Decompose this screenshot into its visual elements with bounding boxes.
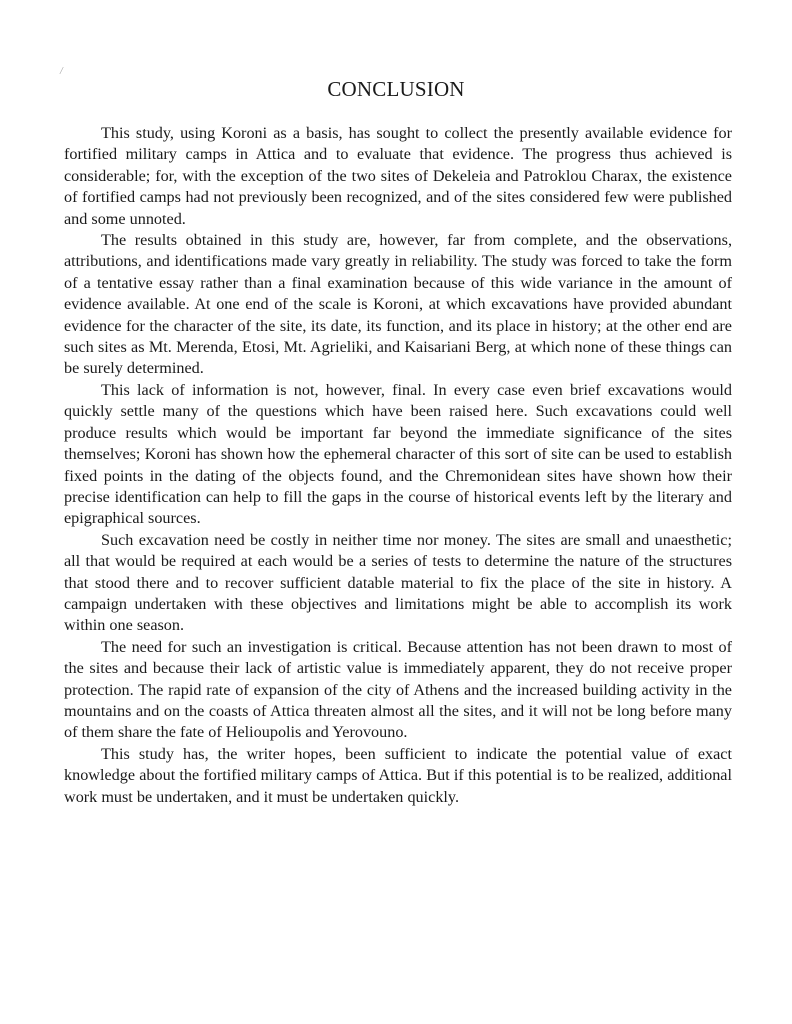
body-text [64, 123, 732, 808]
paragraph-6: This study has, the writer hopes, been sufficient to indicate the potential value of exact knowledge about the fortified military camps of Attica. But if this potential is to be realized, additional work must be undertaken, and it must be undertaken quickly. [64, 744, 732, 806]
paragraph-1: This study, using Koroni as a basis, has sought to collect the presently available evidence for fortified military camps in Attica and to evaluate that evidence. The progress thus achieved is considerable; for, with the exception of the two sites of Dekeleia and Patroklou Charax, the existence of fortified camps had not previously been recognized, and of the sites considered few were published and some unnoted. [64, 124, 732, 228]
paragraph-3: This lack of information is not, however, final. In every case even brief excavations would quickly settle many of the questions which have been raised here. Such excavations could well produce results which would be important far beyond the immediate significance of the sites themselves; Koroni has shown how the ephemeral character of this sort of site can be used to establish fixed points in the dating of the objects found, and the Chremonidean sites have shown how their precise identification can help to fill the gaps in the course of historical events left by the literary and epigraphical sources. [64, 380, 732, 528]
paragraph-2: The results obtained in this study are, however, far from complete, and the observations, attributions, and identifications made vary greatly in reliability. The study was forced to take the form of a tentative essay rather than a final examination because of this wide variance in the amount of evidence available. At one end of the scale is Koroni, at which excavations have provided abundant evidence for the character of the site, its date, its function, and its place in history; at the other end are such sites as Mt. Merenda, Etosi, Mt. Agrieliki, and Kaisariani Berg, at which none of these things can be surely determined. [64, 231, 732, 378]
paragraph-4: Such excavation need be costly in neither time nor money. The sites are small and unaesthetic; all that would be required at each would be a series of tests to determine the nature of the structures that stood there and to recover sufficient datable material to fix the place of the site in history. A campaign undertaken with these objectives and limitations might be able to accomplish its work within one season. [64, 530, 732, 635]
page-title: CONCLUSION [327, 77, 465, 101]
paragraph-5: The need for such an investigation is critical. Because attention has not been drawn to most of the sites and because their lack of artistic value is immediately apparent, they do not receive proper protection. The rapid rate of expansion of the city of Athens and the increased building activity in the mountains and on the coasts of Attica threaten almost all the sites, and it will not be long before many of them share the fate of Helioupolis and Yerovouno. [64, 637, 732, 742]
stray-pencil-mark: / [60, 66, 63, 77]
